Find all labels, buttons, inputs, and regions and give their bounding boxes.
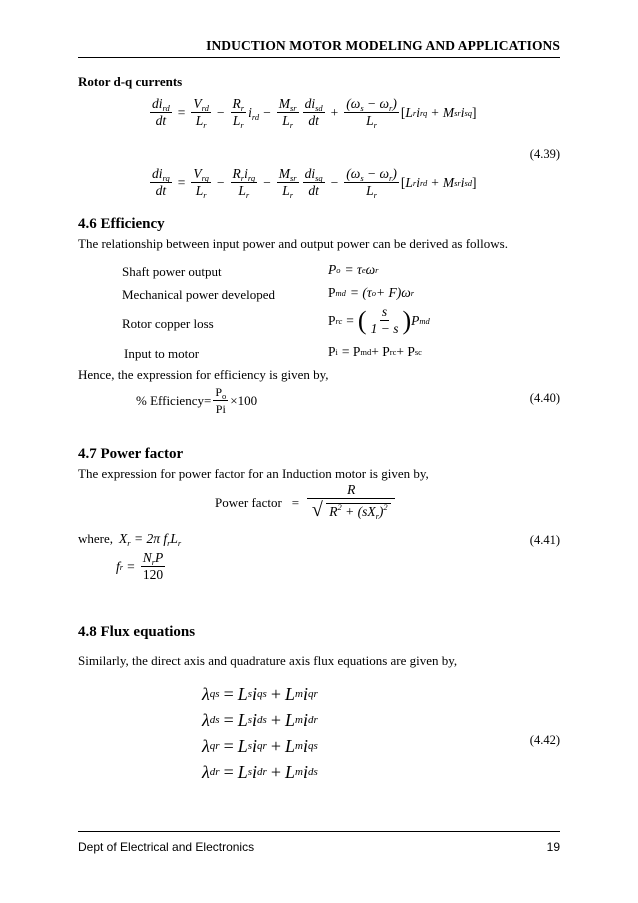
flux-eq-qr: λ qr = L s i qr + L m i qs xyxy=(202,735,318,756)
page-number: 19 xyxy=(546,840,560,854)
eq-number-4-42: (4.42) xyxy=(529,733,560,747)
footer-department: Dept of Electrical and Electronics xyxy=(78,840,255,854)
mech-power-eq: P md = (τ o + F)ω r xyxy=(328,285,415,300)
power-factor-heading: 4.7 Power factor xyxy=(78,446,184,462)
eq-number-4-41: (4.41) xyxy=(529,533,560,547)
rotor-current-eq-d: $\frac{di_{rd}}{dt}$ = $\frac{V_{rd}}{L_r}$ − $\frac{R_r}{L_r}$ $i_{rd}$ − $\frac{M_{sr}}{L_r}$ $\frac{di_{sd}}{dt}$ + $\frac{(\omega_s - \omega_r)}{L_r}$ [ L r i rq + M sr i sq ] xyxy=(152,96,477,130)
eq-number-4-39: (4.39) xyxy=(529,147,560,161)
eq-number-4-40: (4.40) xyxy=(529,391,560,405)
flux-heading: 4.8 Flux equations xyxy=(78,624,196,640)
header-rule xyxy=(78,57,560,58)
mech-power-label: Mechanical power developed xyxy=(122,287,276,302)
power-factor-eq: Power factor = $\frac{R}{√ R^2 + (sX_r)^2}$ xyxy=(215,482,397,523)
efficiency-heading: 4.6 Efficiency xyxy=(78,216,165,232)
flux-equations xyxy=(202,682,318,784)
input-to-motor-eq: P i = P md + P rc + P sc xyxy=(328,344,422,359)
flux-intro: Similarly, the direct axis and quadrature axis flux equations are given by, xyxy=(78,653,458,668)
power-factor-intro: The expression for power factor for an Induction motor is given by, xyxy=(78,466,429,481)
flux-eq-qs: λ qs = L s i qs + L m i qr xyxy=(202,683,318,704)
shaft-power-label: Shaft power output xyxy=(122,264,222,279)
xr-eq: where, $X_r = 2\pi$ $f_rL_r$ xyxy=(78,531,182,548)
rotor-copper-loss-eq: P rc = ( $\frac{s}{1 - s}$ ) P md xyxy=(328,304,430,336)
fr-eq: f r = $\frac{N_rP}{120}$ xyxy=(116,550,164,582)
flux-eq-dr: λ dr = L s i dr + L m i ds xyxy=(202,761,318,782)
shaft-power-eq: P o = τ e ω r xyxy=(328,262,379,277)
flux-eq-ds: λ ds = L s i ds + L m i dr xyxy=(202,709,318,730)
input-to-motor-label: Input to motor xyxy=(124,346,200,361)
rotor-copper-loss-label: Rotor copper loss xyxy=(122,316,214,331)
efficiency-intro: The relationship between input power and output power can be derived as follows. xyxy=(78,236,508,251)
efficiency-eq: % Efficiency= $\frac{P_o}{Pi}$ ×100 xyxy=(136,385,258,416)
efficiency-hence: Hence, the expression for efficiency is given by, xyxy=(78,367,329,382)
rotor-current-eq-q: $\frac{di_{rq}}{dt}$ = $\frac{V_{rq}}{L_r}$ − $\frac{R_ri_{rq}}{L_r}$ − $\frac{M_{sr}}{L_r}$ $\frac{di_{sq}}{dt}$ − $\frac{(\omega_s - \omega_r)}{L_r}$ [ L r i rd + M sr i sd ] xyxy=(152,166,477,200)
rotor-currents-heading: Rotor d-q currents xyxy=(78,74,183,89)
running-header: INDUCTION MOTOR MODELING AND APPLICATIONS xyxy=(206,38,560,53)
footer-rule xyxy=(78,831,560,832)
